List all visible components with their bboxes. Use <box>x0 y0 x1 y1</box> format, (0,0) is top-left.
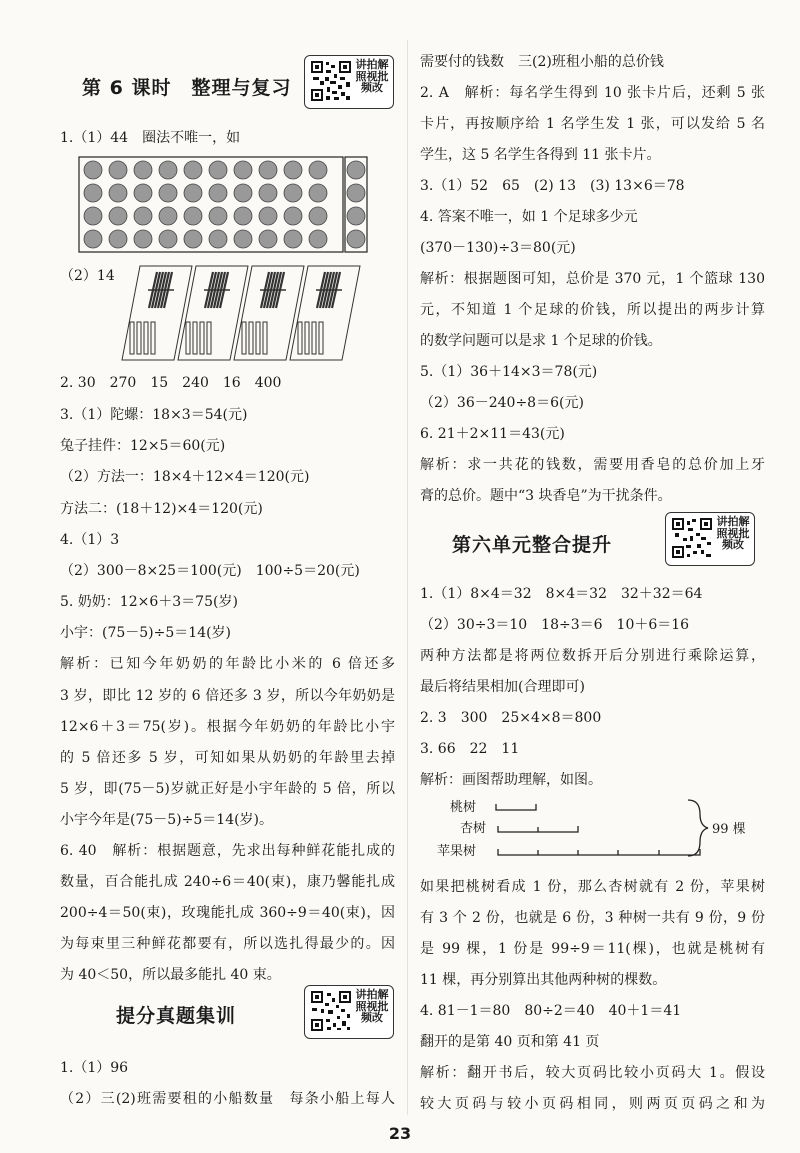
lesson-title: 第 6 课时 整理与复习 <box>82 77 292 99</box>
loose-stick <box>242 322 246 354</box>
circle-dot <box>234 230 252 248</box>
analysis-line: 有 3 个 2 份，也就是 6 份，3 种树一共有 9 份，9 份 <box>420 910 765 926</box>
answer-line: 4.（1）3 <box>60 532 120 548</box>
loose-stick <box>193 322 197 354</box>
qr-caption: 讲拍解照视批频改 <box>716 515 750 551</box>
answer-line: 5. 奶奶：12×6＋3＝75(岁) <box>60 594 238 610</box>
circle-dot <box>347 230 365 248</box>
loose-stick <box>249 322 253 354</box>
tree-label-peach: 桃树 <box>450 800 477 815</box>
bundle-panel <box>290 266 360 360</box>
analysis-line: 卡片，再按顺序给 1 名学生发 1 张，可以发给 5 名 <box>420 116 765 132</box>
circle-dot <box>234 184 252 202</box>
answer-line: 需要付的钱数 三(2)班租小船的总价钱 <box>420 54 664 70</box>
circle-dot <box>259 161 277 179</box>
circle-dot <box>284 184 302 202</box>
qr-code-box[interactable] <box>304 985 394 1039</box>
answer-line: （2）三(2)班需要租的小船数量 每条小船上每人 <box>60 1091 395 1107</box>
analysis-line: 如果把桃树看成 1 份，那么杏树就有 2 份，苹果树 <box>420 879 765 895</box>
analysis-line: 数量，百合能扎成 240÷6＝40(束)，康乃馨能扎成 <box>60 874 395 890</box>
qr-code-box[interactable] <box>304 55 394 109</box>
circle-dot <box>259 184 277 202</box>
circle-dot <box>84 230 102 248</box>
bundle-panel <box>122 266 192 360</box>
answer-line: 6. 21＋2×11＝43(元) <box>420 426 565 442</box>
circle-dot <box>134 184 152 202</box>
analysis-line: 解析：求一共花的钱数，需要用香皂的总价加上牙 <box>420 457 765 473</box>
analysis-line: 为 40＜50，所以最多能扎 40 束。 <box>60 967 281 983</box>
loose-stick <box>207 322 211 354</box>
answer-line: （2）300－8×25＝100(元) 100÷5＝20(元) <box>60 563 360 579</box>
unit-title: 第六单元整合提升 <box>452 534 613 556</box>
loose-stick <box>130 322 134 354</box>
circle-dot <box>184 230 202 248</box>
circle-grid-figure <box>78 156 368 254</box>
circle-dot <box>209 230 227 248</box>
circle-dot <box>209 184 227 202</box>
loose-stick <box>298 322 302 354</box>
circle-dot <box>184 184 202 202</box>
segment-bars <box>450 796 750 868</box>
circle-dot <box>347 184 365 202</box>
answer-line: （2）36－240÷8＝6(元) <box>420 395 584 411</box>
circle-dot <box>184 207 202 225</box>
answer-line: 4. 答案不唯一，如 1 个足球多少元 <box>420 209 638 225</box>
qr-code-box[interactable] <box>665 512 755 566</box>
circle-dot <box>84 207 102 225</box>
analysis-line: 是 99 棵，1 份是 99÷9＝11(棵)，也就是桃树有 <box>420 941 765 957</box>
analysis-line: 解析：根据题图可知，总价是 370 元，1 个篮球 130 <box>420 271 765 287</box>
answer-line: 翻开的是第 40 页和第 41 页 <box>420 1034 600 1050</box>
circle-dot <box>109 230 127 248</box>
analysis-line: 元，不知道 1 个足球的价钱，所以提出的两步计算 <box>420 302 765 318</box>
qr-code-icon <box>310 990 352 1032</box>
circle-dot <box>309 230 327 248</box>
tree-label-apple: 苹果树 <box>437 844 477 859</box>
circle-dot <box>284 161 302 179</box>
answer-line: （2）30÷3＝10 18÷3＝6 10＋6＝16 <box>420 617 690 633</box>
answer-line: 3. 66 22 11 <box>420 741 520 757</box>
analysis-line: 解析：已知今年奶奶的年龄比小米的 6 倍还多 <box>60 656 395 672</box>
answer-line: 小宇：(75－5)÷5＝14(岁) <box>60 625 232 641</box>
circle-dot <box>347 161 365 179</box>
loose-stick <box>151 322 155 354</box>
tree-total-label: 99 棵 <box>712 822 746 837</box>
analysis-line: 5 岁，即(75－5)岁就正好是小宇年龄的 5 倍，所以 <box>60 781 395 797</box>
analysis-line: 膏的总价。题中“3 块香皂”为干扰条件。 <box>420 488 672 504</box>
circle-dot <box>109 161 127 179</box>
answer-line: 6. 40 解析：根据题意，先求出每种鲜花能扎成的 <box>60 843 395 859</box>
circle-dot <box>259 230 277 248</box>
circle-dot <box>184 161 202 179</box>
analysis-line: 12×6＋3＝75(岁)。根据今年奶奶的年龄比小宇 <box>60 719 395 735</box>
bundle-panel <box>234 266 304 360</box>
circle-dot <box>109 207 127 225</box>
circle-dot <box>284 207 302 225</box>
answer-line: 2. 3 300 25×4×8＝800 <box>420 710 602 726</box>
answer-line: 3.（1）52 65 (2) 13 (3) 13×6＝78 <box>420 178 685 194</box>
analysis-line: 较大页码与较小页码相同，则两页页码之和为 <box>420 1096 765 1112</box>
circle-dot <box>84 161 102 179</box>
section-title: 提分真题集训 <box>116 1005 237 1027</box>
qr-caption: 讲拍解照视批频改 <box>355 58 389 94</box>
circle-dot <box>234 161 252 179</box>
loose-stick <box>263 322 267 354</box>
circle-dot <box>84 184 102 202</box>
answer-line: （2）14 <box>60 268 115 284</box>
analysis-line: 的数学问题可以是求 1 个足球的价钱。 <box>420 333 662 349</box>
analysis-line: 解析：画图帮助理解，如图。 <box>420 772 602 788</box>
circle-dot <box>134 161 152 179</box>
qr-code-icon <box>310 60 352 102</box>
circle-dot <box>309 184 327 202</box>
circle-dot <box>134 230 152 248</box>
answer-line: 5.（1）36＋14×3＝78(元) <box>420 364 598 380</box>
answer-line: 1.（1）44 圈法不唯一，如 <box>60 130 241 146</box>
circle-dot <box>234 207 252 225</box>
answer-line: 3.（1）陀螺：18×3＝54(元) <box>60 407 248 423</box>
qr-caption: 讲拍解照视批频改 <box>355 988 389 1024</box>
circle-dot <box>259 207 277 225</box>
analysis-line: 解析：翻开书后，较大页码比较小页码大 1。假设 <box>420 1065 765 1081</box>
circle-dot <box>159 184 177 202</box>
loose-stick <box>312 322 316 354</box>
circle-dot <box>347 207 365 225</box>
answer-line: 2. 30 270 15 240 16 400 <box>60 375 282 391</box>
circle-dot <box>159 161 177 179</box>
circle-dot <box>284 230 302 248</box>
answer-line: 兔子挂件：12×5＝60(元) <box>60 438 226 454</box>
answer-line: 最后将结果相加(合理即可) <box>420 679 585 695</box>
loose-stick <box>319 322 323 354</box>
answer-line: 方法二：(18＋12)×4＝120(元) <box>60 501 263 517</box>
analysis-line: 的 5 倍还多 5 岁，可知如果从奶奶的年龄里去掉 <box>60 750 395 766</box>
bundle-panel <box>178 266 248 360</box>
loose-stick <box>305 322 309 354</box>
analysis-line: 小宇今年是(75－5)÷5＝14(岁)。 <box>60 812 274 828</box>
loose-stick <box>200 322 204 354</box>
answer-line: （2）方法一：18×4＋12×4＝120(元) <box>60 469 310 485</box>
circle-dot <box>209 207 227 225</box>
analysis-line: 11 棵，再分别算出其他两种树的棵数。 <box>420 972 667 988</box>
stick-bundles-figure <box>120 264 395 364</box>
answer-line: 两种方法都是将两位数拆开后分别进行乘除运算， <box>420 648 765 664</box>
analysis-line: 3 岁，即比 12 岁的 6 倍还多 3 岁，所以今年奶奶是 <box>60 688 395 704</box>
column-divider <box>407 40 408 1115</box>
circle-dot <box>159 207 177 225</box>
circle-dot <box>159 230 177 248</box>
circle-dot <box>309 161 327 179</box>
analysis-line: 200÷4＝50(束)，玫瑰能扎成 360÷9＝40(束)，因 <box>60 905 395 921</box>
loose-stick <box>144 322 148 354</box>
loose-stick <box>137 322 141 354</box>
circle-dot <box>309 207 327 225</box>
tree-label-apricot: 杏树 <box>460 821 487 836</box>
analysis-line: 学生，这 5 名学生各得到 11 张卡片。 <box>420 147 661 163</box>
answer-line: 4. 81－1＝80 80÷2＝40 40＋1＝41 <box>420 1003 682 1019</box>
answer-line: 1.（1）8×4＝32 8×4＝32 32＋32＝64 <box>420 586 703 602</box>
tree-diagram <box>437 796 750 868</box>
analysis-line: 为每束里三种鲜花都要有，所以选扎得最少的。因 <box>60 936 395 952</box>
circle-dot <box>209 161 227 179</box>
answer-line: (370－130)÷3＝80(元) <box>420 240 576 256</box>
loose-stick <box>256 322 260 354</box>
answer-line: 1.（1）96 <box>60 1060 129 1076</box>
circle-dot <box>109 184 127 202</box>
circle-dot <box>134 207 152 225</box>
answer-line: 2. A 解析：每名学生得到 10 张卡片后，还剩 5 张 <box>420 85 765 101</box>
page-number: 23 <box>388 1124 412 1143</box>
qr-code-icon <box>671 517 713 559</box>
loose-stick <box>186 322 190 354</box>
